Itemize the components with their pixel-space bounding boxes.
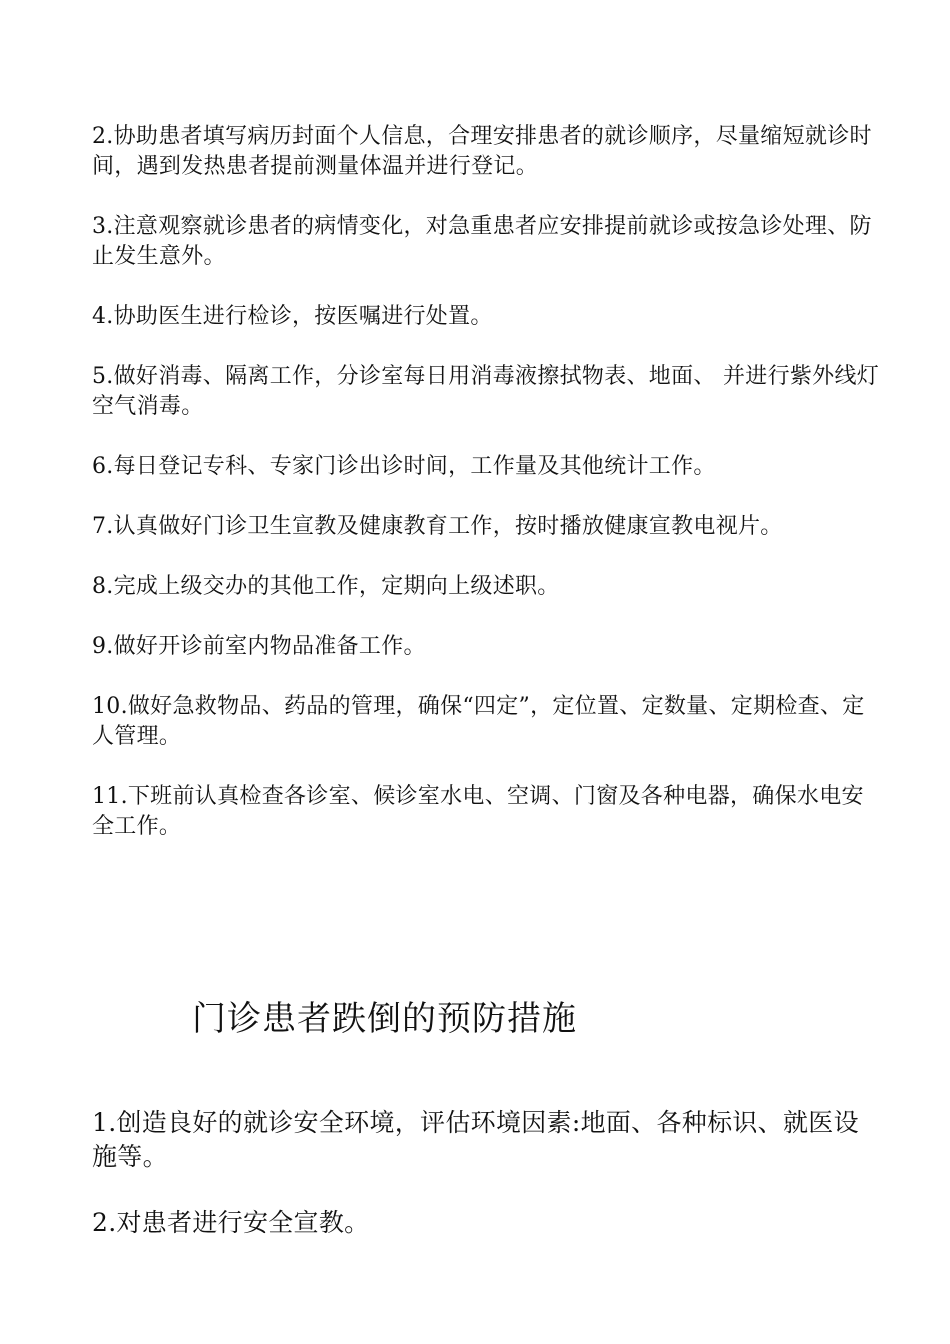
- duty-item-9: 9.做好开诊前室内物品准备工作。: [92, 634, 426, 659]
- duty-item-4: 4.协助医生进行检诊，按医嘱进行处置。: [92, 304, 493, 329]
- duty-item-10: 10.做好急救物品、药品的管理，确保“四定”，定位置、定数量、定期检查、定人管理。: [92, 694, 865, 749]
- fall-prevention-item-1: 1.创造良好的就诊安全环境，评估环境因素:地面、各种标识、就医设施等。: [92, 1108, 859, 1171]
- fall-prevention-item-2: 2.对患者进行安全宣教。: [92, 1208, 370, 1237]
- duty-item-7: 7.认真做好门诊卫生宣教及健康教育工作，按时播放健康宣教电视片。: [92, 514, 783, 539]
- duty-item-11: 11.下班前认真检查各诊室、候诊室水电、空调、门窗及各种电器，确保水电安全工作。: [92, 784, 864, 839]
- duty-item-6: 6.每日登记专科、专家门诊出诊时间，工作量及其他统计工作。: [92, 454, 716, 479]
- duty-item-3: 3.注意观察就诊患者的病情变化，对急重患者应安排提前就诊或按急诊处理、防止发生意外。: [92, 214, 872, 269]
- duty-item-8: 8.完成上级交办的其他工作，定期向上级述职。: [92, 574, 560, 599]
- section-title: 门诊患者跌倒的预防措施: [192, 999, 577, 1039]
- duty-item-5: 5.做好消毒、隔离工作，分诊室每日用消毒液擦拭物表、地面、 并进行紫外线灯空气消毒。: [92, 364, 880, 419]
- duty-item-2: 2.协助患者填写病历封面个人信息，合理安排患者的就诊顺序，尽量缩短就诊时间，遇到发热患者提前测量体温并进行登记。: [92, 124, 872, 179]
